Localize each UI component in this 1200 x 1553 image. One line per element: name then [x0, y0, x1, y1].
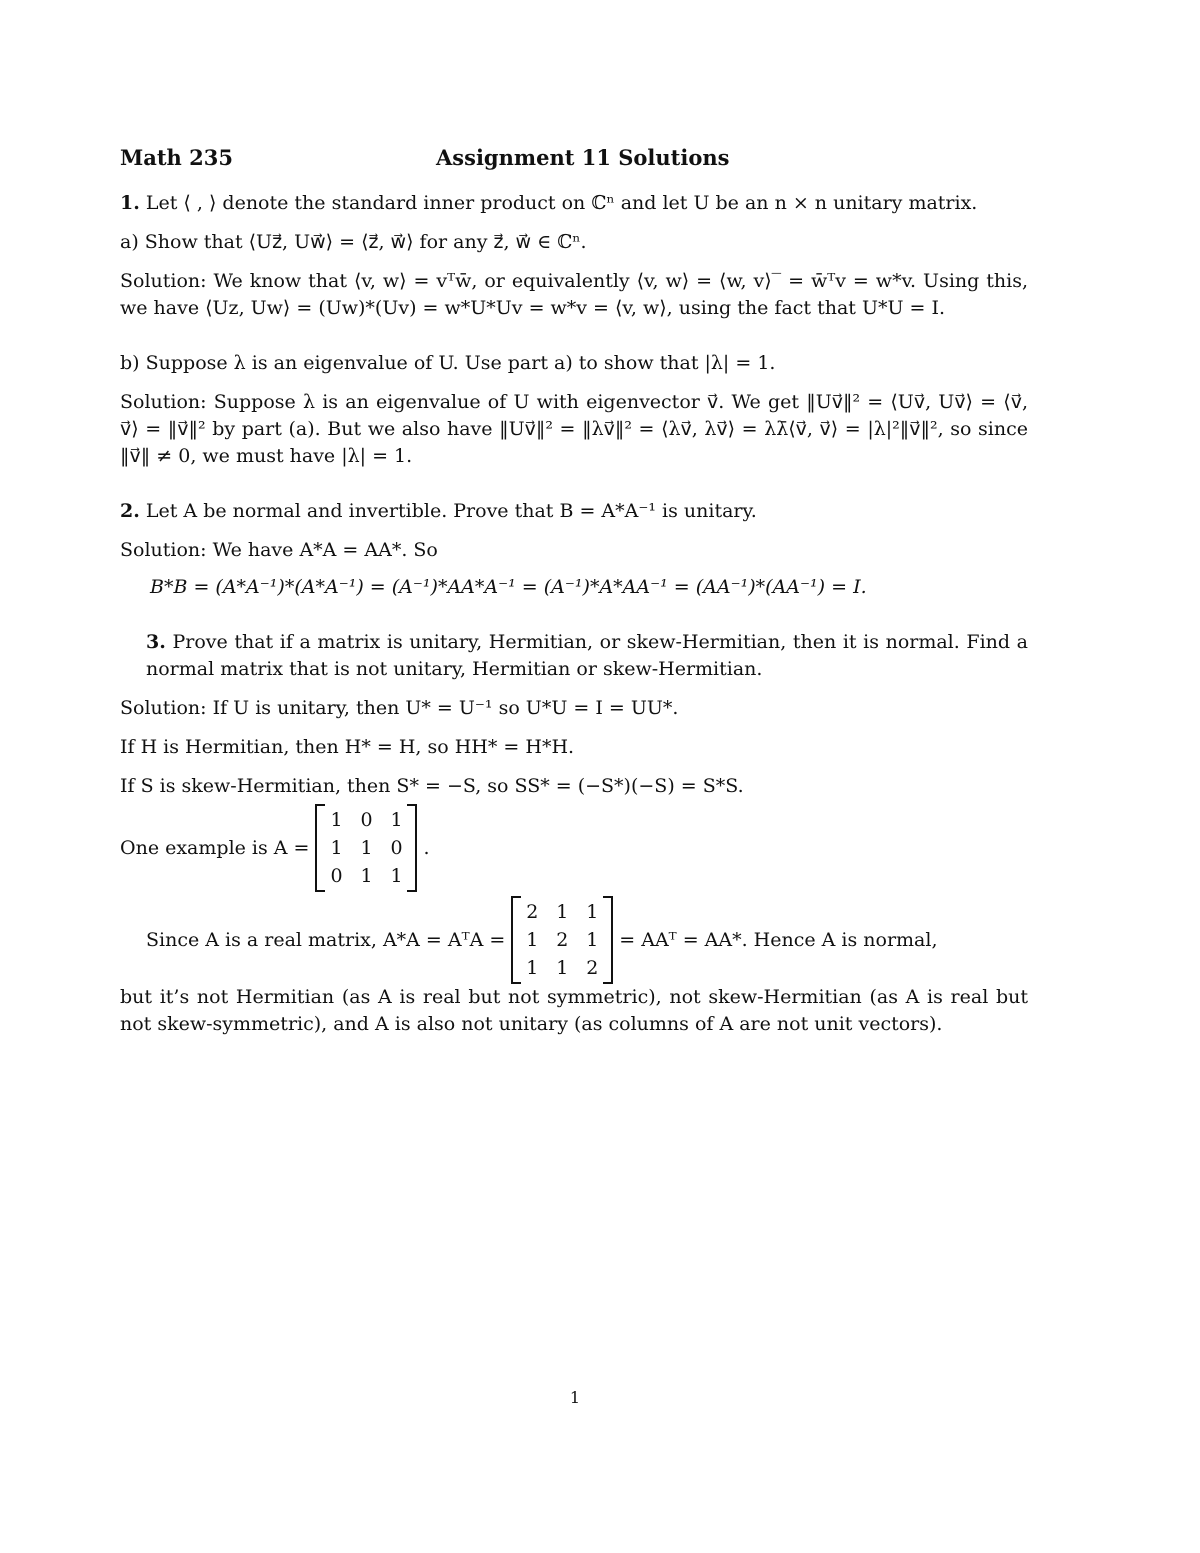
page-header	[120, 144, 1028, 178]
q1a-solution: Solution: We know that ⟨v, w⟩ = vᵀw̄, or equivalently ⟨v, w⟩ = ⟨w, v⟩‾ = w̄ᵀv = w*v. Using this, we have ⟨Uz, Uw⟩ = (Uw)*(Uv) = w*U*Uv = w*v = ⟨v, w⟩, using the fact that U*U = I.	[120, 270, 1028, 319]
course-name: Math 235	[120, 145, 233, 170]
since-suffix: = AAᵀ = AA*. Hence A is normal,	[619, 928, 938, 951]
q2-number: 2.	[120, 500, 140, 522]
matrix-ata-cell: 1	[586, 929, 599, 951]
matrix-a	[315, 804, 417, 892]
q3-number: 3.	[146, 631, 166, 653]
q1-prompt	[120, 190, 1028, 217]
q2-prompt	[120, 498, 1028, 525]
matrix-ata-cell: 1	[556, 957, 569, 979]
q2-prompt-text: Let A be normal and invertible. Prove that B = A*A⁻¹ is unitary.	[145, 500, 757, 522]
q1b-solution: Solution: Suppose λ is an eigenvalue of U with eigenvector v⃗. We get ‖Uv⃗‖² = ⟨Uv⃗, Uv⃗⟩ = ⟨v⃗, v⃗⟩ = ‖v⃗‖² by part (a). But we also have ‖Uv⃗‖² = ‖λv⃗‖² = ⟨λv⃗, λv⃗⟩ = λλ̄⟨v⃗, v⃗⟩ = |λ|²‖v⃗‖², so since ‖v⃗‖ ≠ 0, we must have |λ| = 1.	[120, 391, 1028, 467]
q3-conclusion: but it’s not Hermitian (as A is real but not symmetric), not skew-Hermitian (as A is real but not skew-symmetric), and A is also not unitary (as columns of A are not unit vectors).	[120, 986, 1028, 1035]
matrix-ata-cell: 1	[556, 901, 569, 923]
matrix-a-cell: 1	[390, 865, 403, 887]
matrix-ata-cell: 2	[556, 929, 569, 951]
page-number: 1	[569, 1388, 581, 1407]
matrix-ata-cell: 1	[526, 929, 539, 951]
matrix-a-cell: 1	[330, 837, 343, 859]
q3-unitary-line: Solution: If U is unitary, then U* = U⁻¹ so U*U = I = UU*.	[120, 697, 679, 719]
matrix-ata-cell: 1	[586, 901, 599, 923]
q1a-prompt: a) Show that ⟨Uz⃗, Uw⃗⟩ = ⟨z⃗, w⃗⟩ for any z⃗, w⃗ ∈ ℂⁿ.	[120, 231, 587, 253]
matrix-a-cell: 0	[330, 865, 343, 887]
q1-number: 1.	[120, 192, 140, 214]
since-prefix: Since A is a real matrix, A*A = AᵀA =	[146, 928, 506, 951]
ata-matrix-row	[120, 896, 1028, 984]
document-body	[120, 144, 1028, 1038]
matrix-a-cell: 1	[330, 809, 343, 831]
matrix-a-cell: 0	[360, 809, 373, 831]
q1b-prompt: b) Suppose λ is an eigenvalue of U. Use part a) to show that |λ| = 1.	[120, 352, 776, 374]
example-prefix: One example is A =	[120, 836, 310, 859]
q2-equation: B*B = (A*A⁻¹)*(A*A⁻¹) = (A⁻¹)*AA*A⁻¹ = (A⁻¹)*A*AA⁻¹ = (AA⁻¹)*(AA⁻¹) = I.	[150, 576, 867, 598]
q1-prompt-text: Let ⟨ , ⟩ denote the standard inner product on ℂⁿ and let U be an n × n unitary matrix.	[145, 192, 978, 214]
q2-solution: Solution: We have A*A = AA*. So	[120, 539, 438, 561]
matrix-a-cell: 1	[360, 865, 373, 887]
q3-prompt	[120, 629, 1028, 683]
matrix-a-cell: 0	[390, 837, 403, 859]
q3-prompt-text: Prove that if a matrix is unitary, Hermitian, or skew-Hermitian, then it is normal. Find a normal matrix that is not unitary, Hermitian or skew-Hermitian.	[146, 631, 1028, 680]
matrix-a-cell: 1	[390, 809, 403, 831]
matrix-ata-cell: 1	[526, 957, 539, 979]
document-title: Assignment 11 Solutions	[436, 145, 730, 170]
q3-hermitian-line: If H is Hermitian, then H* = H, so HH* = H*H.	[120, 736, 575, 758]
matrix-ata-cell: 2	[526, 901, 539, 923]
matrix-ata-cell: 2	[586, 957, 599, 979]
example-matrix-row	[120, 804, 1028, 892]
q3-skew-line: If S is skew-Hermitian, then S* = −S, so SS* = (−S*)(−S) = S*S.	[120, 775, 744, 797]
matrix-a-cell: 1	[360, 837, 373, 859]
example-suffix: .	[423, 836, 430, 859]
matrix-ata	[511, 896, 613, 984]
